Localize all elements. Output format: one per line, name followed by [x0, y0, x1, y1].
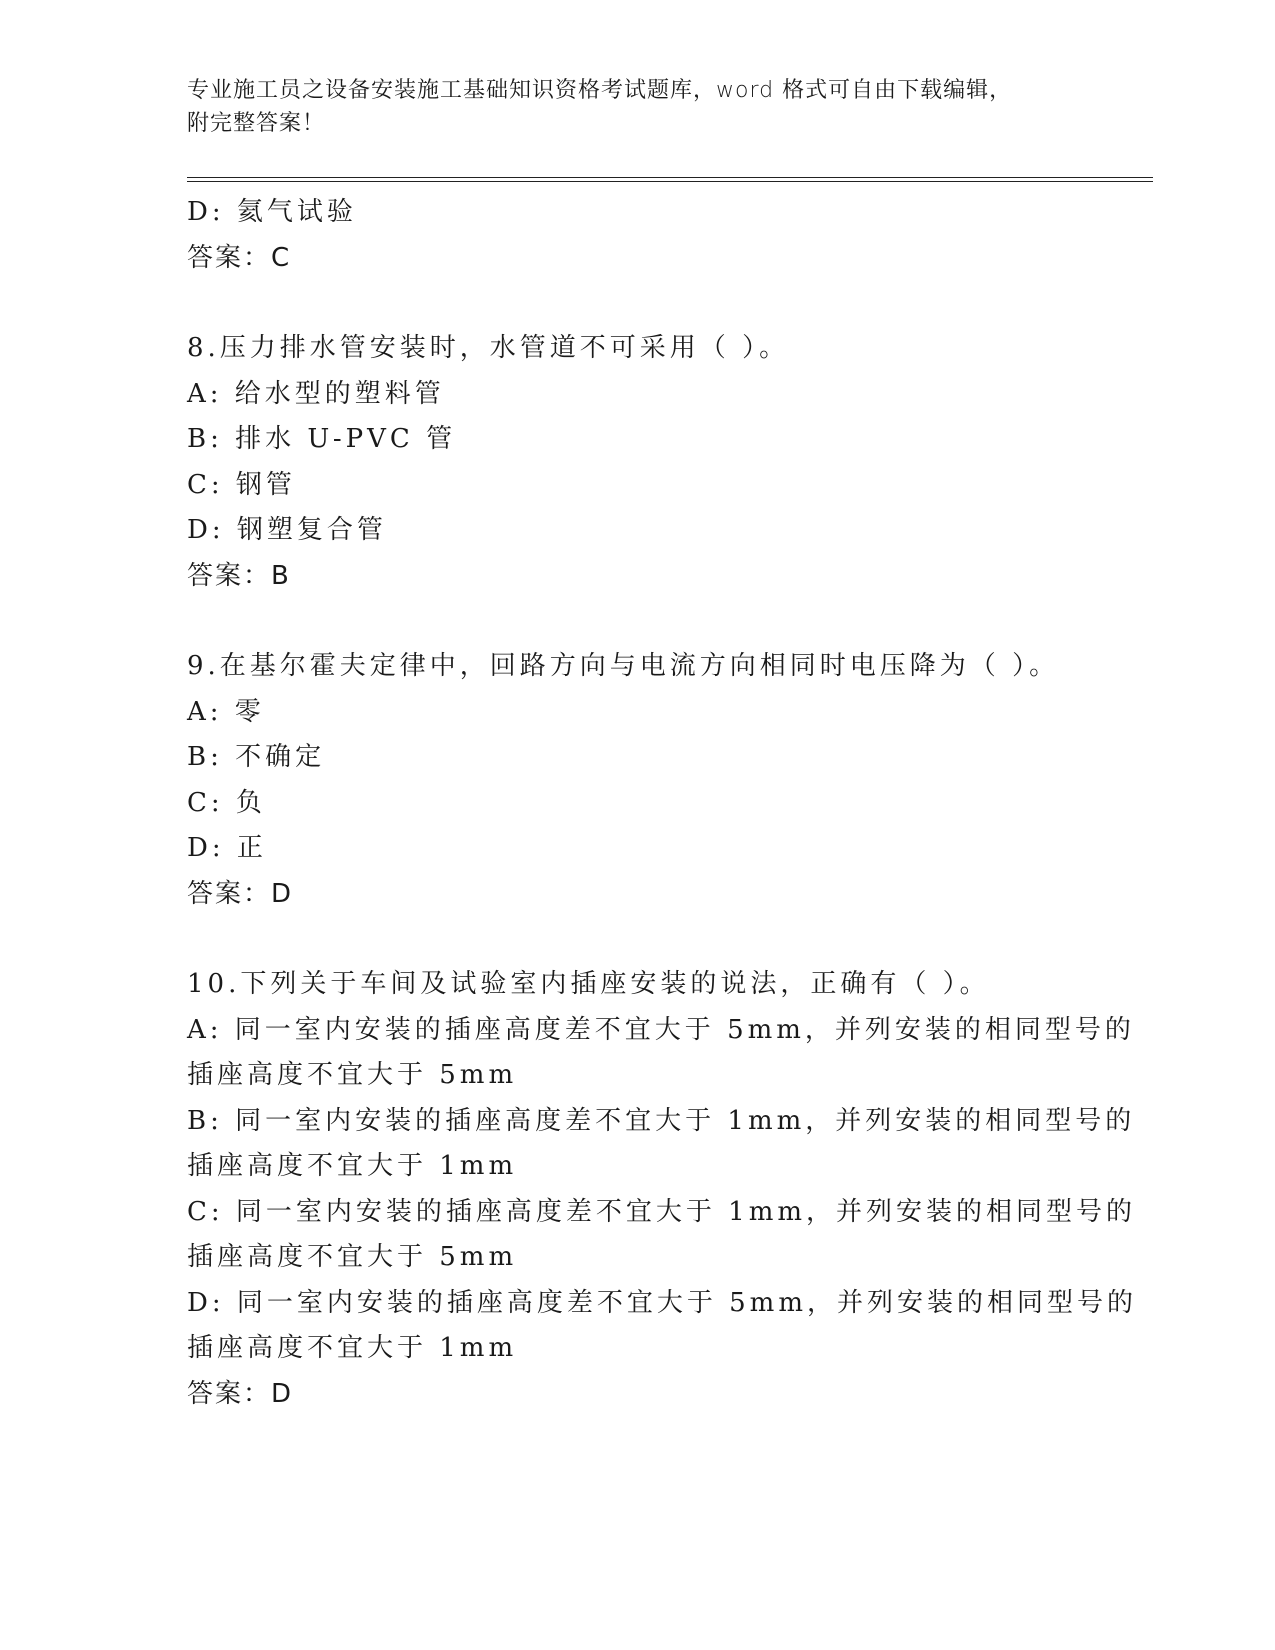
answer-line: 答案：C [187, 242, 292, 273]
header-divider-bottom [187, 181, 1153, 182]
question-text: 9.在基尔霍夫定律中，回路方向与电流方向相同时电压降为（ ）。 [187, 651, 1060, 681]
option-b-line-2: 插座高度不宜大于 1mm [187, 1151, 518, 1181]
option-a-line-2: 插座高度不宜大于 5mm [187, 1060, 518, 1090]
question-text: 8.压力排水管安装时，水管道不可采用（ ）。 [187, 333, 790, 363]
answer-line: 答案：D [187, 1378, 294, 1409]
header-line-1: 专业施工员之设备安装施工基础知识资格考试题库，word 格式可自由下载编辑， [187, 78, 1013, 103]
question-10 [187, 962, 1137, 1417]
option-c: C: 钢管 [187, 469, 296, 500]
option-d-line-2: 插座高度不宜大于 1mm [187, 1333, 518, 1363]
option-d: D: 氦气试验 [187, 197, 357, 227]
question-list [187, 190, 1137, 1462]
option-c: C: 负 [187, 787, 266, 818]
option-b-line-1: B: 同一室内安装的插座高度差不宜大于 1mm，并列安装的相同型号的 [187, 1105, 1136, 1136]
option-d: D: 钢塑复合管 [187, 515, 387, 545]
option-b: B: 不确定 [187, 742, 326, 772]
option-a: A: 零 [187, 696, 265, 727]
question-9 [187, 644, 1087, 917]
question-8 [187, 326, 1087, 599]
answer-line: 答案：B [187, 560, 291, 591]
previous-question-tail [187, 190, 1087, 281]
header-line-2: 附完整答案！ [187, 111, 326, 136]
question-text: 10.下列关于车间及试验室内插座安装的说法，正确有（ ）。 [187, 969, 990, 999]
document-header [187, 74, 1087, 140]
option-a-line-1: A: 同一室内安装的插座高度差不宜大于 5mm，并列安装的相同型号的 [187, 1014, 1135, 1045]
answer-line: 答案：D [187, 878, 294, 909]
header-divider-top [187, 177, 1153, 178]
option-c-line-1: C: 同一室内安装的插座高度差不宜大于 1mm，并列安装的相同型号的 [187, 1196, 1137, 1227]
option-a: A: 给水型的塑料管 [187, 378, 445, 409]
option-c-line-2: 插座高度不宜大于 5mm [187, 1242, 518, 1272]
option-d-line-1: D: 同一室内安装的插座高度差不宜大于 5mm，并列安装的相同型号的 [187, 1287, 1137, 1318]
option-d: D: 正 [187, 833, 267, 863]
option-b: B: 排水 U-PVC 管 [187, 424, 457, 454]
